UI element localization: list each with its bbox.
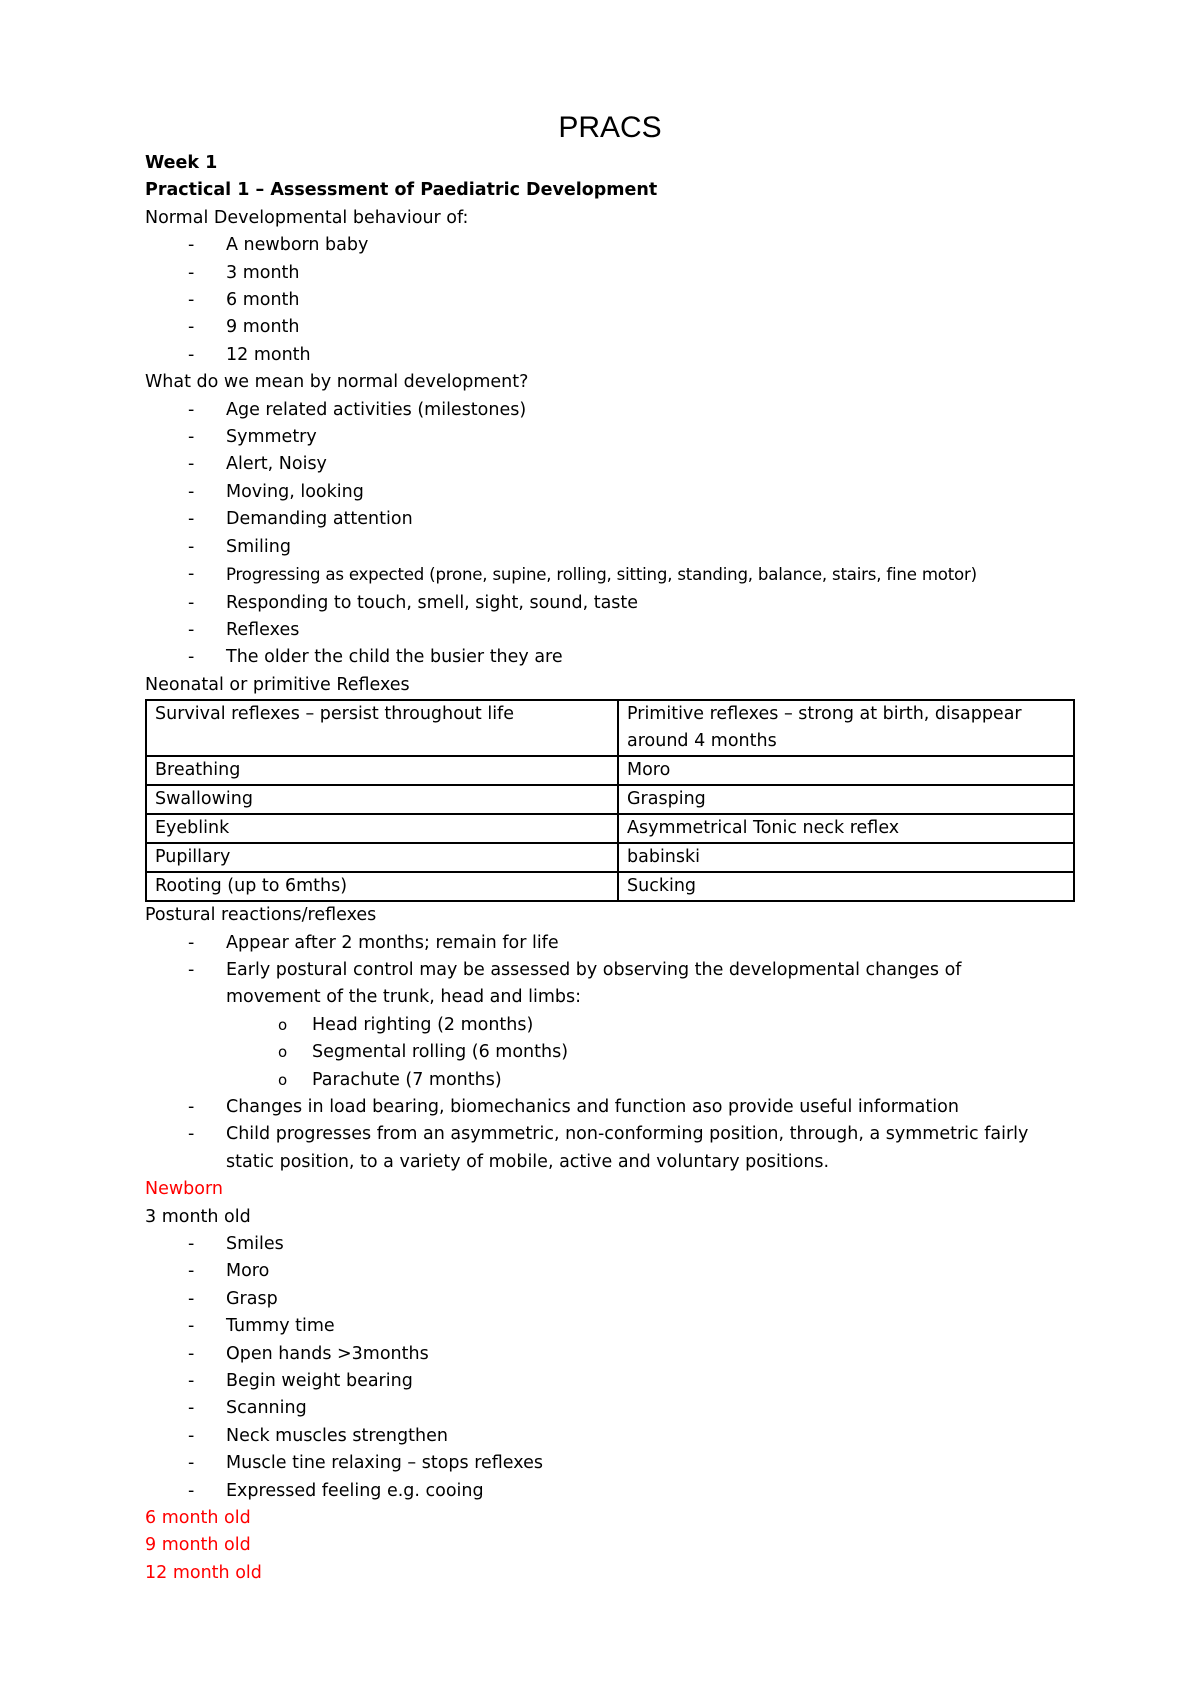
list-item: - Expressed feeling e.g. cooing [188,1480,484,1501]
normal-intro: Normal Developmental behaviour of: [145,207,469,228]
list-item: - Age related activities (milestones) [188,399,527,420]
table-header-cell: Survival reflexes – persist throughout life [146,700,618,756]
table-cell: Eyeblink [146,814,618,843]
list-item: - 12 month [188,344,311,365]
three-month-heading: 3 month old [145,1206,251,1227]
reflex-heading: Neonatal or primitive Reflexes [145,674,410,695]
list-item: - Responding to touch, smell, sight, sound, taste [188,592,639,613]
table-cell: Swallowing [146,785,618,814]
list-item: - Tummy time [188,1316,335,1337]
table-cell: Breathing [146,756,618,785]
table-row [146,814,1074,843]
postural-sublist [226,1012,1035,1094]
table-cell: Grasping [618,785,1074,814]
ages-list [145,232,1075,369]
question-heading: What do we mean by normal development? [145,372,529,393]
list-item: - Smiling [188,536,291,557]
list-item: - Early postural control may be assessed by observing the developmental changes of movement of the trunk, head and limbs: o Head righting (2 months) o Segmental rolling (6 months) o Parachute (7 months) [145,957,1075,1094]
list-item: - 3 month [188,262,300,283]
list-item: - Progressing as expected (prone, supine, rolling, sitting, standing, balance, stairs, fine motor) [188,564,977,585]
table-row [146,872,1074,901]
list-item: - 9 month [188,317,300,338]
list-item: - Demanding attention [188,509,413,530]
postural-heading: Postural reactions/reflexes [145,905,377,926]
document-page [145,108,1075,1587]
three-month-list [145,1231,1075,1505]
reflex-table [145,699,1075,902]
list-item: - Alert, Noisy [188,454,327,475]
list-item: - Open hands >3months [188,1343,429,1364]
normal-points-list [145,397,1075,672]
week-heading: Week 1 [145,153,218,173]
newborn-heading: Newborn [145,1179,223,1200]
table-header-cell: Primitive reflexes – strong at birth, disappear around 4 months [618,700,1074,756]
list-item: - Moro [188,1261,270,1282]
table-cell: babinski [618,843,1074,872]
list-item: - Muscle tine relaxing – stops reflexes [188,1453,543,1474]
list-item: - Changes in load bearing, biomechanics and function aso provide useful information [188,1096,959,1117]
list-item: - Reflexes [188,619,300,640]
list-item: - Grasp [188,1288,278,1309]
practical-heading: Practical 1 – Assessment of Paediatric Development [145,180,658,201]
twelve-month-heading: 12 month old [145,1562,262,1583]
list-item: - Appear after 2 months; remain for life [188,932,559,953]
table-row [146,785,1074,814]
postural-list [145,930,1075,1177]
table-cell: Rooting (up to 6mths) [146,872,618,901]
sub-list-item: o Segmental rolling (6 months) [278,1042,569,1063]
list-item: - Child progresses from an asymmetric, non-conforming position, through, a symmetric fairly static position, to a variety of mobile, active and voluntary positions. [188,1124,1029,1172]
list-item: - Moving, looking [188,481,364,502]
list-item: - Begin weight bearing [188,1371,413,1392]
list-item: - Neck muscles strengthen [188,1425,448,1446]
nine-month-heading: 9 month old [145,1535,251,1556]
table-row [146,843,1074,872]
list-item: - 6 month [188,290,300,311]
list-item: - Scanning [188,1398,307,1419]
table-cell: Sucking [618,872,1074,901]
table-cell: Pupillary [146,843,618,872]
table-cell: Asymmetrical Tonic neck reflex [618,814,1074,843]
table-row [146,756,1074,785]
sub-list-item: o Parachute (7 months) [278,1069,502,1090]
table-cell: Moro [618,756,1074,785]
list-item: - Smiles [188,1234,284,1254]
list-item: - Symmetry [188,427,317,448]
list-item: - A newborn baby [188,235,369,256]
six-month-heading: 6 month old [145,1508,251,1529]
list-item: - The older the child the busier they are [188,647,563,668]
sub-list-item: o Head righting (2 months) [278,1014,534,1035]
table-header-row [146,700,1074,756]
page-title: PRACS [558,111,662,144]
